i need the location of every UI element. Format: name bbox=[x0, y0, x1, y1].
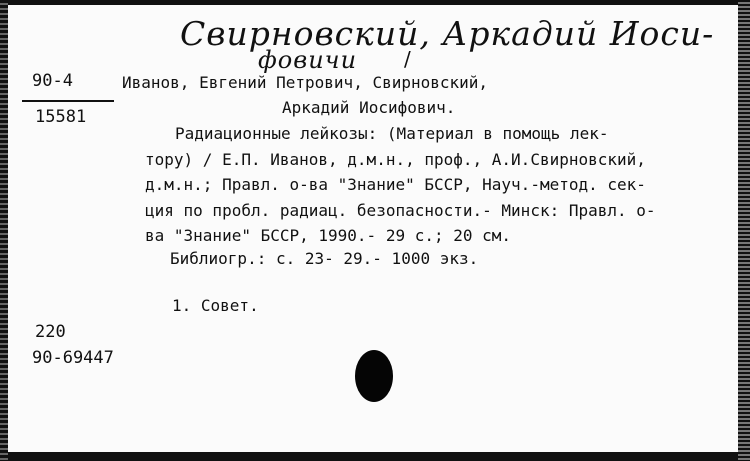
index-code: 220 bbox=[35, 322, 66, 342]
call-number-bottom: 15581 bbox=[35, 107, 87, 127]
author-line-1: Иванов, Евгений Петрович, Свирновский, bbox=[122, 73, 489, 92]
call-number-top: 90-4 bbox=[32, 71, 73, 91]
description-line: ва "Знание" БССР, 1990.- 29 с.; 20 см. bbox=[145, 226, 512, 245]
handwritten-heading-line2: фовичи bbox=[258, 46, 358, 74]
description-line: ция по пробл. радиац. безопасности.- Минск: Правл. о- bbox=[145, 201, 656, 220]
bibliography-note: Библиогр.: с. 23- 29.- 1000 экз. bbox=[170, 249, 479, 268]
description-line: д.м.н.; Правл. о-ва "Знание" БССР, Науч.-метод. сек- bbox=[145, 175, 646, 194]
card-left-edge bbox=[0, 0, 8, 461]
punch-hole bbox=[355, 350, 393, 402]
card-top-edge bbox=[0, 0, 750, 5]
card-bottom-edge bbox=[0, 452, 750, 461]
handwritten-slash-mark: / bbox=[404, 47, 411, 71]
record-number: 90-69447 bbox=[32, 348, 114, 368]
card-right-edge bbox=[738, 0, 750, 461]
description-line: Радиационные лейкозы: (Материал в помощь лек- bbox=[175, 124, 609, 143]
author-line-2: Аркадий Иосифович. bbox=[282, 98, 456, 117]
call-number-divider bbox=[22, 100, 114, 102]
description-line: тору) / Е.П. Иванов, д.м.н., проф., А.И.Свирновский, bbox=[145, 150, 646, 169]
subject-heading: 1. Совет. bbox=[172, 296, 259, 315]
handwritten-heading-line1: Свирновский, Аркадий Иоси- bbox=[180, 14, 715, 53]
